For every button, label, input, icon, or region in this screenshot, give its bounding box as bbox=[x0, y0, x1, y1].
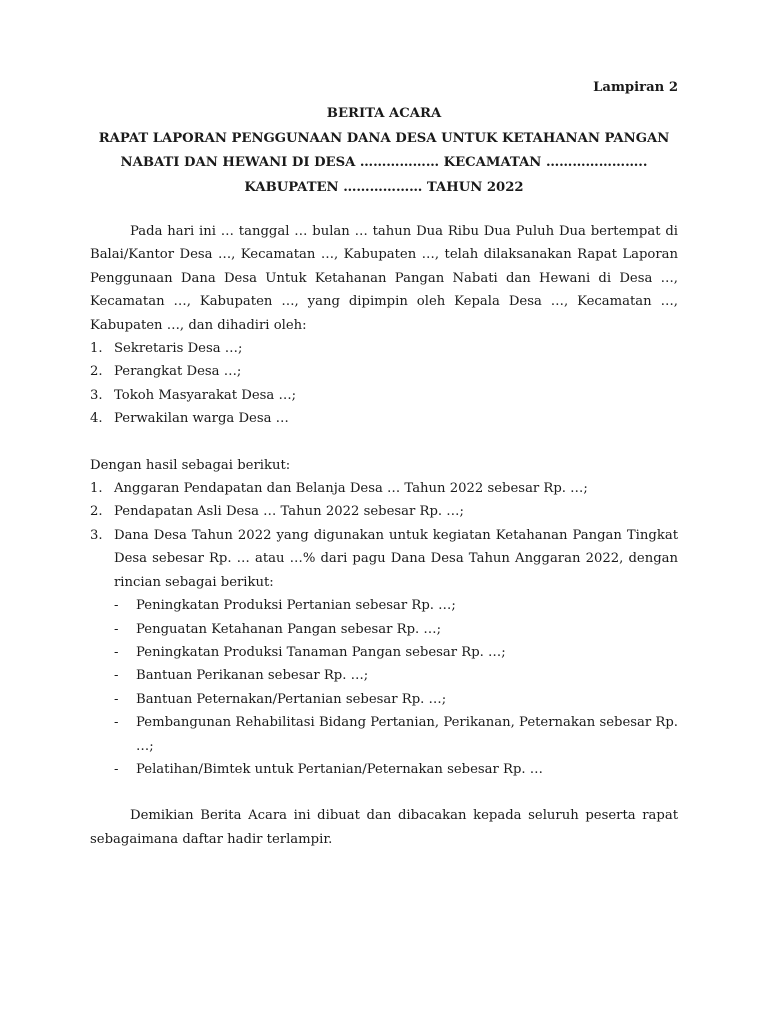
detail-text: Pelatihan/Bimtek untuk Pertanian/Peternakan sebesar Rp. … bbox=[136, 761, 543, 777]
detail-item bbox=[114, 641, 678, 664]
dash-marker: - bbox=[114, 644, 119, 660]
attendee-list bbox=[90, 337, 678, 431]
detail-text: Bantuan Peternakan/Pertanian sebesar Rp. …; bbox=[136, 691, 447, 707]
result-item bbox=[90, 477, 678, 500]
attendee-text: Perwakilan warga Desa … bbox=[114, 411, 289, 427]
document-page bbox=[90, 78, 678, 851]
detail-list bbox=[114, 594, 678, 781]
result-item bbox=[90, 500, 678, 523]
list-number: 4. bbox=[90, 411, 103, 427]
attendee-item bbox=[90, 337, 678, 360]
attendee-text: Sekretaris Desa …; bbox=[114, 341, 243, 357]
attachment-label: Lampiran 2 bbox=[593, 80, 678, 95]
dash-marker: - bbox=[114, 691, 119, 707]
detail-text: Peningkatan Produksi Pertanian sebesar Rp. …; bbox=[136, 598, 456, 614]
result-item bbox=[90, 524, 678, 781]
title-line-1: BERITA ACARA bbox=[326, 106, 442, 121]
result-text: Anggaran Pendapatan dan Belanja Desa … Tahun 2022 sebesar Rp. …; bbox=[114, 481, 588, 497]
detail-text: Pembangunan Rehabilitasi Bidang Pertanian, Perikanan, Peternakan sebesar Rp. …; bbox=[136, 715, 678, 754]
opening-paragraph: Pada hari ini … tanggal … bulan … tahun Dua Ribu Dua Puluh Dua bertempat di Balai/Kantor Desa …, Kecamatan …, Kabupaten …, telah dilaksanakan Rapat Laporan Penggunaan Dana Desa Untuk Ketahanan Pangan Nabati dan Hewani di Desa …, Kecamatan …, Kabupaten …, yang dipimpin oleh Kepala Desa …, Kecamatan …, Kabupaten …, dan dihadiri oleh: bbox=[90, 224, 678, 333]
detail-text: Bantuan Perikanan sebesar Rp. …; bbox=[136, 668, 369, 684]
title-line-3: NABATI DAN HEWANI DI DESA ……………… KECAMATAN ………………….. bbox=[120, 155, 648, 170]
list-number: 1. bbox=[90, 481, 103, 497]
document-title bbox=[90, 102, 678, 200]
results-list bbox=[90, 477, 678, 781]
detail-item bbox=[114, 594, 678, 617]
list-number: 3. bbox=[90, 527, 103, 543]
results-intro: Dengan hasil sebagai berikut: bbox=[90, 457, 291, 473]
detail-item bbox=[114, 664, 678, 687]
list-number: 2. bbox=[90, 364, 103, 380]
dash-marker: - bbox=[114, 598, 119, 614]
list-number: 2. bbox=[90, 504, 103, 520]
title-line-4: KABUPATEN ……………… TAHUN 2022 bbox=[244, 179, 524, 195]
dash-marker: - bbox=[114, 668, 119, 684]
dash-marker: - bbox=[114, 761, 119, 777]
detail-item bbox=[114, 711, 678, 758]
list-number: 1. bbox=[90, 341, 103, 357]
detail-item bbox=[114, 688, 678, 711]
attendee-item bbox=[90, 360, 678, 383]
dash-marker: - bbox=[114, 715, 119, 731]
result-text: Dana Desa Tahun 2022 yang digunakan untuk kegiatan Ketahanan Pangan Tingkat Desa sebesar Rp. … atau …% dari pagu Dana Desa Tahun Anggaran 2022, dengan rincian sebagai berikut: bbox=[114, 527, 678, 590]
attendee-item bbox=[90, 407, 678, 430]
closing-paragraph: Demikian Berita Acara ini dibuat dan dibacakan kepada seluruh peserta rapat sebagaimana daftar hadir terlampir. bbox=[90, 808, 678, 847]
detail-item bbox=[114, 618, 678, 641]
detail-text: Penguatan Ketahanan Pangan sebesar Rp. …; bbox=[136, 621, 442, 637]
attendee-item bbox=[90, 384, 678, 407]
detail-text: Peningkatan Produksi Tanaman Pangan sebesar Rp. …; bbox=[136, 644, 506, 660]
title-line-2: RAPAT LAPORAN PENGGUNAAN DANA DESA UNTUK KETAHANAN PANGAN bbox=[98, 130, 670, 146]
detail-item bbox=[114, 758, 678, 781]
attendee-text: Perangkat Desa …; bbox=[114, 364, 242, 380]
list-number: 3. bbox=[90, 387, 103, 403]
result-text: Pendapatan Asli Desa … Tahun 2022 sebesar Rp. …; bbox=[114, 504, 464, 520]
attendee-text: Tokoh Masyarakat Desa …; bbox=[114, 387, 297, 403]
dash-marker: - bbox=[114, 621, 119, 637]
